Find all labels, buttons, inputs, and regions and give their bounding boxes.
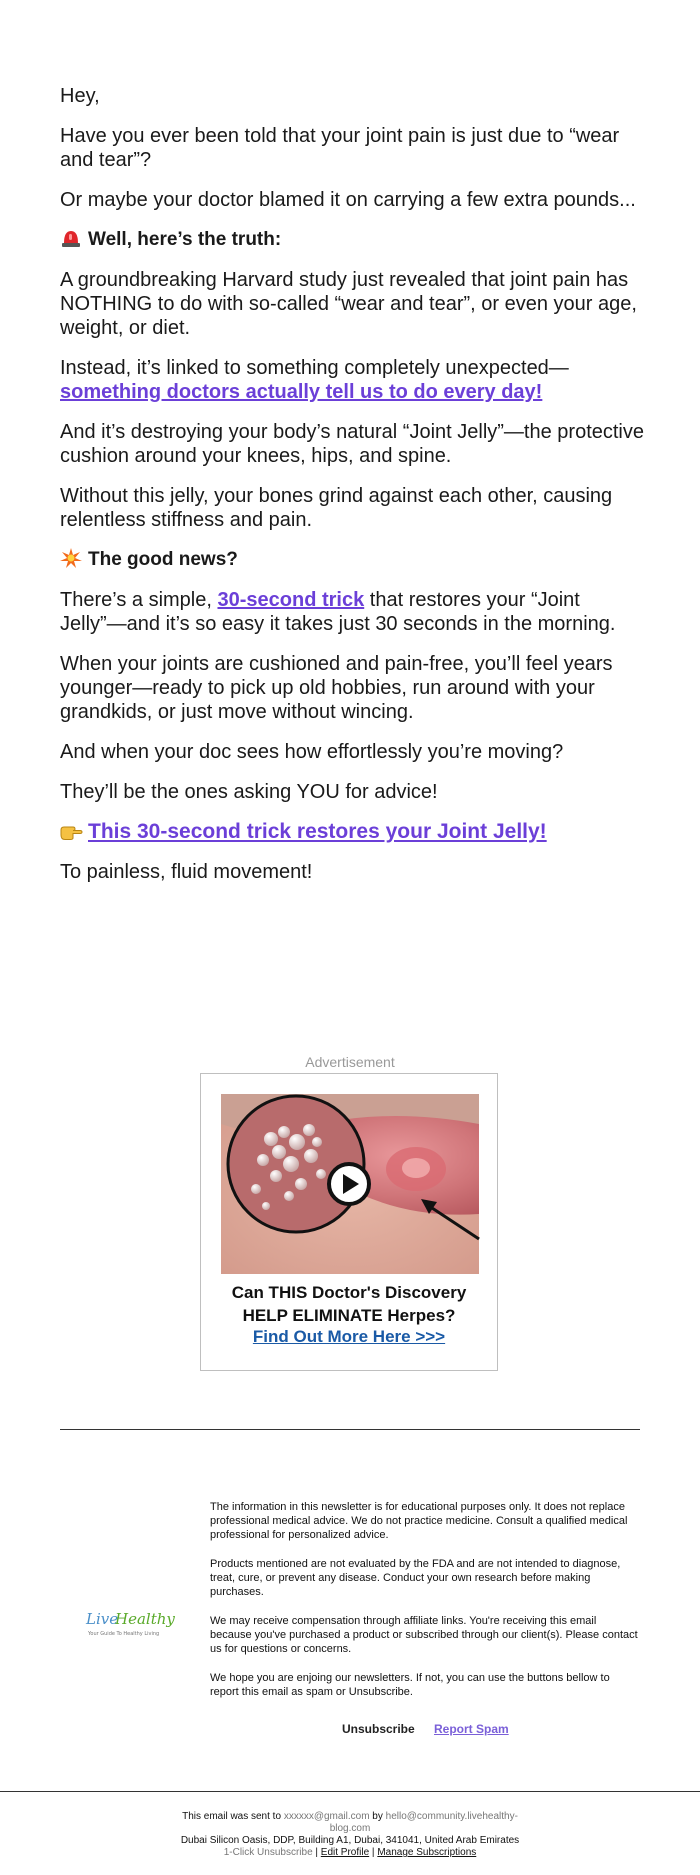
separator: |	[312, 1847, 321, 1858]
recipient-email: xxxxxx@gmail.com	[283, 1811, 370, 1822]
heading-good-news	[60, 548, 645, 572]
heading-truth	[60, 228, 645, 252]
closing: To painless, fluid movement!	[60, 861, 313, 883]
paragraph-text: There’s a simple,	[60, 589, 218, 611]
footer-text: This email was sent to	[182, 1811, 284, 1822]
play-icon[interactable]	[329, 1164, 369, 1204]
email-body	[60, 84, 645, 900]
ad-link[interactable]: Find Out More Here >>>	[252, 1327, 446, 1346]
pointing-hand-icon	[60, 821, 82, 841]
footer	[0, 1811, 700, 1859]
paragraph: And when your doc sees how effortlessly you’re moving?	[60, 741, 564, 763]
one-click-unsubscribe-link[interactable]: 1-Click Unsubscribe	[223, 1847, 313, 1858]
cta-line	[60, 820, 645, 844]
ad-title-line: Can THIS Doctor's Discovery	[231, 1283, 467, 1302]
manage-subscriptions-link[interactable]: Manage Subscriptions	[377, 1847, 477, 1858]
address: Dubai Silicon Oasis, DDP, Building A1, Dubai, 341041, United Arab Emirates	[180, 1835, 520, 1846]
paragraph	[60, 588, 645, 636]
ad-title-line: HELP ELIMINATE Herpes?	[242, 1306, 456, 1325]
cta-link[interactable]: This 30-second trick restores your Joint Jelly!	[88, 820, 547, 843]
disclaimer-text: Products mentioned are not evaluated by the FDA and are not intended to diagnose, treat, cure, or prevent any disease. Conduct your own research before making purchases.	[210, 1558, 621, 1598]
paragraph-text: that restores your “Joint Jelly”—and it’s so easy it takes just 30 seconds in the morning.	[60, 589, 616, 635]
collision-icon	[60, 548, 82, 568]
paragraph: They’ll be the ones asking YOU for advice!	[60, 781, 438, 803]
heading-text: Well, here’s the truth:	[88, 229, 282, 250]
paragraph	[60, 356, 645, 404]
footer-divider	[0, 1791, 700, 1792]
sender-email[interactable]: hello@community.livehealthy-	[385, 1811, 518, 1822]
paragraph: And it’s destroying your body’s natural “Joint Jelly”—the protective cushion around your knees, hips, and spine.	[60, 421, 644, 467]
paragraph-text: Instead, it’s linked to something completely unexpected—	[60, 357, 569, 379]
footer-links	[0, 1847, 700, 1859]
divider	[60, 1429, 640, 1430]
sender-email-cont[interactable]: blog.com	[329, 1823, 371, 1834]
ad-image[interactable]	[221, 1094, 479, 1274]
disclaimer-text: We hope you are enjoing our newsletters. If not, you can use the buttons bellow to report this email as spam or Unsubscribe.	[210, 1672, 610, 1698]
sent-to-line	[0, 1811, 700, 1835]
siren-icon	[60, 228, 82, 248]
report-spam-link[interactable]: Report Spam	[434, 1722, 509, 1736]
disclaimer	[210, 1500, 640, 1714]
svg-text:Your Guide To Healthy Living: Your Guide To Healthy Living	[88, 1631, 160, 1637]
disclaimer-text: The information in this newsletter is for educational purposes only. It does not replace professional medical advice. We do not practice medicine. Consult a qualified medical professional for personalized advice.	[210, 1501, 628, 1541]
ad-box[interactable]	[200, 1073, 498, 1371]
paragraph: When your joints are cushioned and pain-free, you’ll feel years younger—ready to pick up old hobbies, run around with your grandkids, or just move without wincing.	[60, 653, 613, 723]
heading-text: The good news?	[88, 549, 238, 570]
paragraph: Have you ever been told that your joint pain is just due to “wear and tear”?	[60, 125, 620, 171]
disclaimer-text: We may receive compensation through affiliate links. You're receiving this email because you've purchased a product or subscribed through our client(s). Please contact us for questions or concerns.	[210, 1615, 638, 1655]
svg-text:Healthy: Healthy	[115, 1610, 175, 1628]
unsubscribe-button[interactable]: Unsubscribe	[342, 1722, 415, 1736]
paragraph: Without this jelly, your bones grind against each other, causing relentless stiffness and pain.	[60, 485, 613, 531]
paragraph: A groundbreaking Harvard study just revealed that joint pain has NOTHING to do with so-called “wear and tear”, or even your age, weight, or diet.	[60, 269, 637, 339]
brand-logo[interactable]	[84, 1604, 175, 1640]
doctors-link[interactable]: something doctors actually tell us to do every day!	[60, 381, 543, 403]
ad-label: Advertisement	[305, 1054, 395, 1070]
footer-text: by	[369, 1811, 386, 1822]
edit-profile-link[interactable]: Edit Profile	[320, 1847, 370, 1858]
svg-text:Live: Live	[86, 1610, 119, 1628]
ad-title[interactable]	[201, 1281, 497, 1327]
paragraph: Or maybe your doctor blamed it on carrying a few extra pounds...	[60, 189, 636, 211]
greeting: Hey,	[60, 85, 100, 107]
separator: |	[369, 1847, 378, 1858]
trick-link[interactable]: 30-second trick	[217, 589, 365, 611]
